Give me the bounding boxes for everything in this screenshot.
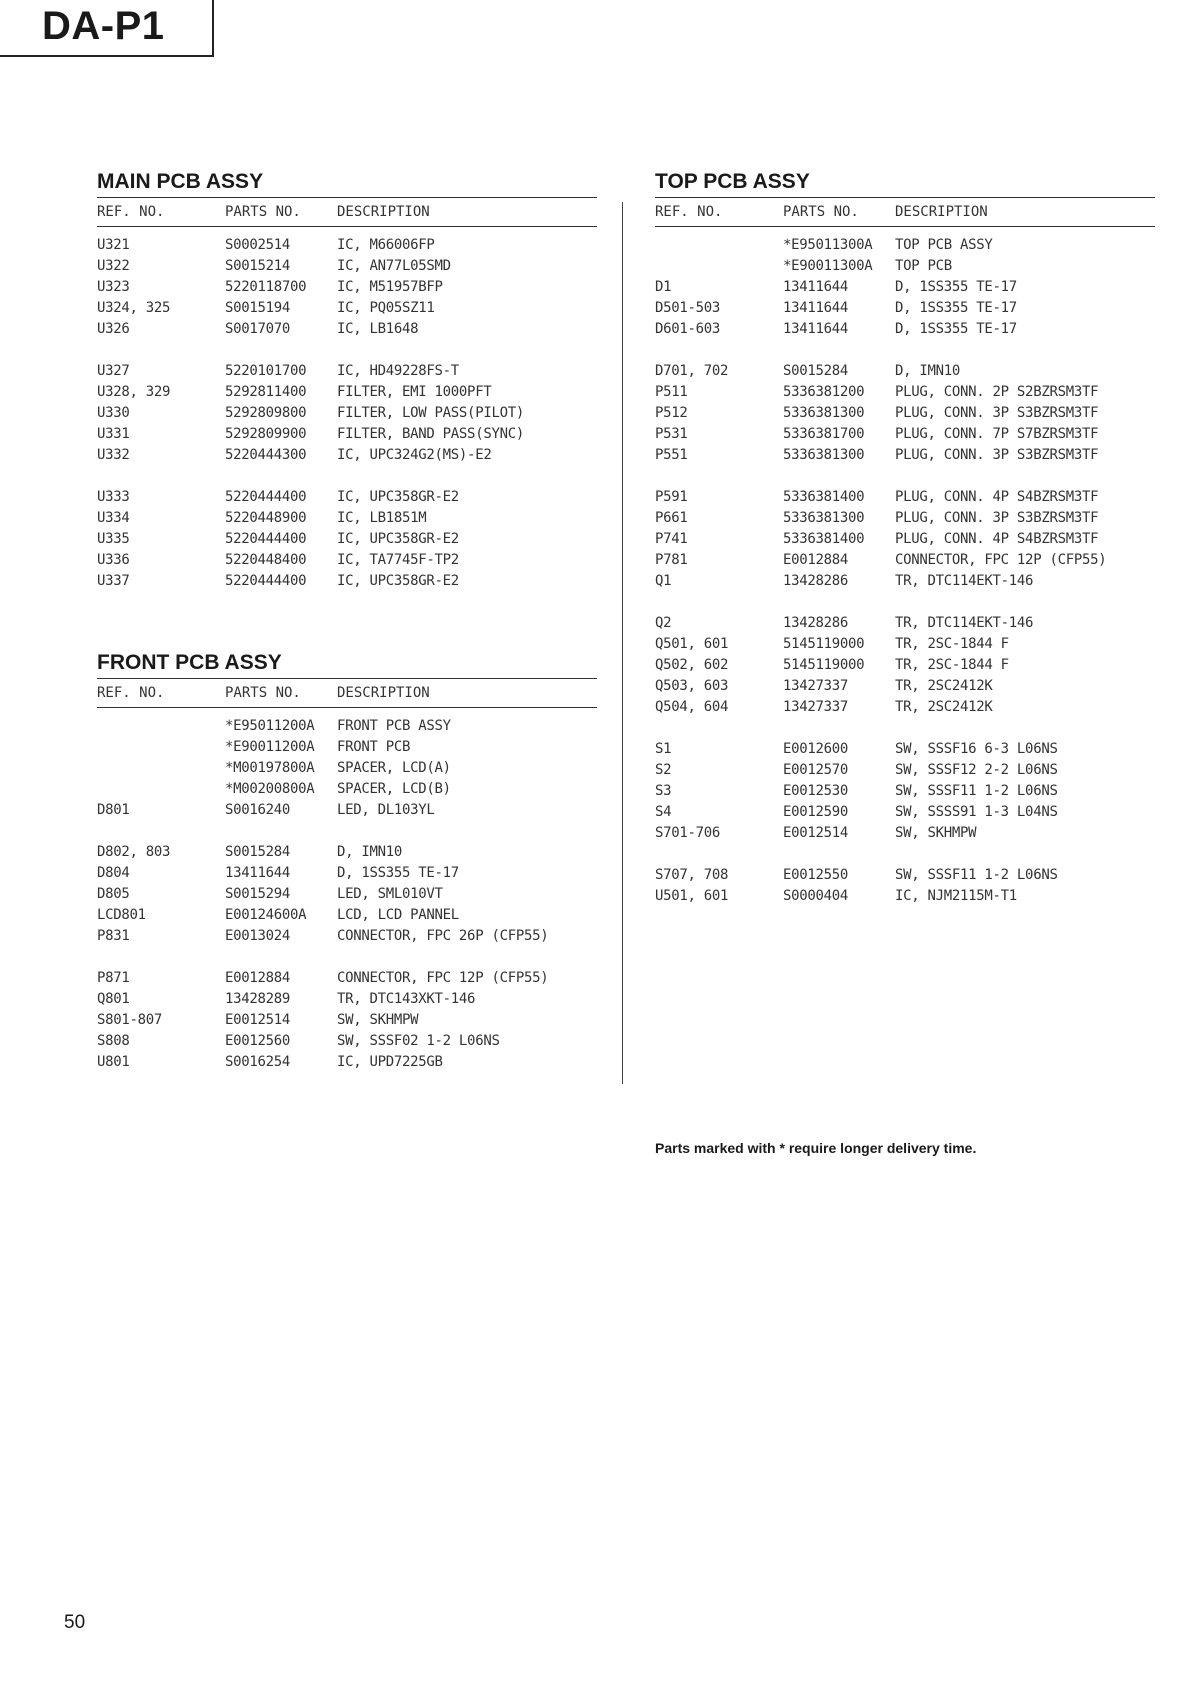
parts-no-cell: E0012550 (783, 867, 849, 883)
description-cell: SW, SSSF11 1-2 L06NS (895, 783, 1058, 799)
description-cell: CONNECTOR, FPC 26P (CFP55) (337, 928, 549, 944)
parts-no-cell: 13411644 (783, 321, 849, 337)
table-row (655, 760, 1155, 781)
ref-no-cell: P512 (655, 405, 688, 421)
column-divider (622, 202, 623, 1084)
ref-no-cell: D802, 803 (97, 844, 171, 860)
parts-no-cell: 13411644 (783, 279, 849, 295)
ref-no-cell: S3 (655, 783, 672, 799)
table-row (655, 697, 1155, 718)
ref-no-cell: S801-807 (97, 1012, 163, 1028)
parts-no-cell: S0015284 (783, 363, 849, 379)
table-row (97, 716, 597, 737)
ref-no-cell: S1 (655, 741, 672, 757)
description-cell: SW, SKHMPW (337, 1012, 419, 1028)
parts-no-cell: 5292809900 (225, 426, 307, 442)
ref-no-cell: P551 (655, 447, 688, 463)
table-row (655, 739, 1155, 760)
ref-no-cell: S707, 708 (655, 867, 729, 883)
description-cell: PLUG, CONN. 3P S3BZRSM3TF (895, 405, 1099, 421)
table-row (655, 403, 1155, 424)
ref-no-cell: P831 (97, 928, 130, 944)
ref-no-cell: D801 (97, 802, 130, 818)
ref-no-cell: U321 (97, 237, 130, 253)
table-row (97, 529, 597, 550)
description-cell: D, IMN10 (337, 844, 403, 860)
description-cell: D, IMN10 (895, 363, 961, 379)
table-row (655, 865, 1155, 886)
section-title: FRONT PCB ASSY (97, 651, 597, 679)
parts-no-cell: E0012514 (225, 1012, 291, 1028)
table-row (97, 989, 597, 1010)
parts-no-cell: 13427337 (783, 678, 849, 694)
parts-no-cell: S0017070 (225, 321, 291, 337)
front-pcb-section (97, 651, 597, 1073)
ref-no-cell: Q801 (97, 991, 130, 1007)
parts-no-cell: E0012570 (783, 762, 849, 778)
section-title: TOP PCB ASSY (655, 170, 1155, 198)
parts-no-cell: 5220448400 (225, 552, 307, 568)
section-title: MAIN PCB ASSY (97, 170, 597, 198)
description-cell: LCD, LCD PANNEL (337, 907, 459, 923)
parts-no-cell: 5220444300 (225, 447, 307, 463)
ref-no-cell: Q2 (655, 615, 672, 631)
parts-no-cell: S0002514 (225, 237, 291, 253)
description-cell: SPACER, LCD(B) (337, 781, 451, 797)
description-cell: IC, M66006FP (337, 237, 435, 253)
table-row (655, 823, 1155, 844)
parts-no-cell: 5336381700 (783, 426, 865, 442)
table-row (655, 613, 1155, 634)
description-cell: SW, SSSF16 6-3 L06NS (895, 741, 1058, 757)
description-cell: PLUG, CONN. 7P S7BZRSM3TF (895, 426, 1099, 442)
column-header (97, 679, 597, 708)
table-row (97, 758, 597, 779)
ref-no-cell: Q503, 603 (655, 678, 729, 694)
table-row (97, 905, 597, 926)
description-cell: TR, 2SC2412K (895, 699, 993, 715)
table-row (97, 1010, 597, 1031)
page-number: 50 (64, 1612, 86, 1633)
parts-no-cell: *E95011200A (225, 718, 315, 734)
parts-no-cell: *M00200800A (225, 781, 315, 797)
parts-no-cell: 13428286 (783, 615, 849, 631)
description-cell: IC, AN77L05SMD (337, 258, 451, 274)
description-cell: SW, SKHMPW (895, 825, 977, 841)
table-row (97, 403, 597, 424)
table-row (655, 319, 1155, 340)
ref-no-cell: P741 (655, 531, 688, 547)
table-row (97, 1052, 597, 1073)
table-row (97, 277, 597, 298)
description-cell: PLUG, CONN. 4P S4BZRSM3TF (895, 531, 1099, 547)
parts-list (97, 227, 597, 592)
table-row (97, 508, 597, 529)
parts-no-cell: *M00197800A (225, 760, 315, 776)
desc-column-label: DESCRIPTION (337, 685, 430, 701)
table-row (655, 550, 1155, 571)
ref-no-cell: Q502, 602 (655, 657, 729, 673)
parts-no-cell: S0015214 (225, 258, 291, 274)
parts-no-cell: S0016254 (225, 1054, 291, 1070)
table-row (97, 842, 597, 863)
parts-no-cell: E0012884 (783, 552, 849, 568)
description-cell: IC, UPC358GR-E2 (337, 573, 459, 589)
parts-no-cell: 13428289 (225, 991, 291, 1007)
description-cell: TR, 2SC-1844 F (895, 657, 1009, 673)
delivery-note: Parts marked with * require longer delivery time. (655, 1140, 977, 1156)
table-row (97, 487, 597, 508)
description-cell: LED, DL103YL (337, 802, 435, 818)
parts-no-cell: E0012590 (783, 804, 849, 820)
table-row (97, 235, 597, 256)
ref-no-cell: U326 (97, 321, 130, 337)
description-cell: D, 1SS355 TE-17 (895, 279, 1017, 295)
parts-no-cell: 5220444400 (225, 573, 307, 589)
ref-no-cell: S701-706 (655, 825, 721, 841)
description-cell: IC, PQ05SZ11 (337, 300, 435, 316)
ref-column-label: REF. NO. (97, 685, 165, 701)
description-cell: SW, SSSS91 1-3 L04NS (895, 804, 1058, 820)
parts-no-cell: 13428286 (783, 573, 849, 589)
ref-no-cell: U327 (97, 363, 130, 379)
description-cell: SW, SSSF02 1-2 L06NS (337, 1033, 500, 1049)
description-cell: FILTER, BAND PASS(SYNC) (337, 426, 524, 442)
parts-no-cell: 5336381400 (783, 531, 865, 547)
description-cell: PLUG, CONN. 3P S3BZRSM3TF (895, 510, 1099, 526)
model-name: DA-P1 (42, 4, 165, 48)
parts-no-cell: 5220118700 (225, 279, 307, 295)
table-row (655, 487, 1155, 508)
description-cell: D, 1SS355 TE-17 (895, 300, 1017, 316)
table-row (655, 655, 1155, 676)
description-cell: FRONT PCB ASSY (337, 718, 451, 734)
ref-no-cell: S808 (97, 1033, 130, 1049)
parts-no-cell: 5220448900 (225, 510, 307, 526)
table-row (655, 571, 1155, 592)
table-row (97, 800, 597, 821)
table-row (655, 676, 1155, 697)
ref-no-cell: U501, 601 (655, 888, 729, 904)
description-cell: FRONT PCB (337, 739, 411, 755)
table-row (97, 926, 597, 947)
table-row (97, 571, 597, 592)
ref-no-cell: U324, 325 (97, 300, 171, 316)
table-row (655, 256, 1155, 277)
description-cell: IC, HD49228FS-T (337, 363, 459, 379)
parts-no-cell: 13427337 (783, 699, 849, 715)
ref-no-cell: P511 (655, 384, 688, 400)
ref-no-cell: U335 (97, 531, 130, 547)
parts-no-cell: 5220444400 (225, 489, 307, 505)
parts-column-label: PARTS NO. (225, 685, 301, 701)
description-cell: D, 1SS355 TE-17 (337, 865, 459, 881)
ref-no-cell: U801 (97, 1054, 130, 1070)
desc-column-label: DESCRIPTION (895, 204, 988, 220)
description-cell: SPACER, LCD(A) (337, 760, 451, 776)
parts-no-cell: *E95011300A (783, 237, 873, 253)
parts-no-cell: S0000404 (783, 888, 849, 904)
ref-no-cell: D1 (655, 279, 672, 295)
table-row (97, 968, 597, 989)
description-cell: FILTER, EMI 1000PFT (337, 384, 492, 400)
parts-no-cell: *E90011200A (225, 739, 315, 755)
description-cell: TR, 2SC2412K (895, 678, 993, 694)
table-row (97, 779, 597, 800)
table-row (97, 424, 597, 445)
table-row (97, 863, 597, 884)
description-cell: PLUG, CONN. 2P S2BZRSM3TF (895, 384, 1099, 400)
ref-no-cell: U328, 329 (97, 384, 171, 400)
table-row (655, 298, 1155, 319)
parts-no-cell: 5145119000 (783, 636, 865, 652)
ref-no-cell: U337 (97, 573, 130, 589)
ref-no-cell: U334 (97, 510, 130, 526)
description-cell: TOP PCB ASSY (895, 237, 993, 253)
description-cell: IC, NJM2115M-T1 (895, 888, 1017, 904)
table-row (655, 508, 1155, 529)
parts-no-cell: 5292809800 (225, 405, 307, 421)
description-cell: IC, M51957BFP (337, 279, 443, 295)
description-cell: IC, UPC358GR-E2 (337, 531, 459, 547)
top-pcb-section (655, 170, 1155, 907)
ref-no-cell: Q501, 601 (655, 636, 729, 652)
ref-no-cell: D501-503 (655, 300, 721, 316)
parts-no-cell: 5336381300 (783, 510, 865, 526)
parts-no-cell: E0012600 (783, 741, 849, 757)
parts-no-cell: 5336381300 (783, 405, 865, 421)
table-row (97, 256, 597, 277)
parts-list (97, 708, 597, 1073)
ref-no-cell: D701, 702 (655, 363, 729, 379)
column-header (655, 198, 1155, 227)
column-header (97, 198, 597, 227)
ref-no-cell: Q504, 604 (655, 699, 729, 715)
ref-no-cell: P781 (655, 552, 688, 568)
parts-no-cell: 13411644 (783, 300, 849, 316)
ref-no-cell: U332 (97, 447, 130, 463)
description-cell: LED, SML010VT (337, 886, 443, 902)
description-cell: IC, LB1648 (337, 321, 419, 337)
description-cell: FILTER, LOW PASS(PILOT) (337, 405, 524, 421)
ref-column-label: REF. NO. (97, 204, 165, 220)
table-row (97, 550, 597, 571)
table-row (655, 886, 1155, 907)
parts-no-cell: 5220101700 (225, 363, 307, 379)
parts-no-cell: S0015294 (225, 886, 291, 902)
parts-no-cell: E00124600A (225, 907, 307, 923)
ref-no-cell: S2 (655, 762, 672, 778)
table-row (97, 298, 597, 319)
description-cell: SW, SSSF11 1-2 L06NS (895, 867, 1058, 883)
table-row (655, 529, 1155, 550)
parts-no-cell: E0012514 (783, 825, 849, 841)
ref-no-cell: D805 (97, 886, 130, 902)
ref-no-cell: Q1 (655, 573, 672, 589)
parts-column-label: PARTS NO. (783, 204, 859, 220)
parts-no-cell: 5145119000 (783, 657, 865, 673)
ref-no-cell: U323 (97, 279, 130, 295)
table-row (97, 319, 597, 340)
model-header-tab (0, 0, 214, 57)
parts-no-cell: 13411644 (225, 865, 291, 881)
parts-no-cell: 5336381300 (783, 447, 865, 463)
parts-no-cell: 5336381400 (783, 489, 865, 505)
description-cell: SW, SSSF12 2-2 L06NS (895, 762, 1058, 778)
table-row (655, 361, 1155, 382)
ref-no-cell: P531 (655, 426, 688, 442)
table-row (97, 445, 597, 466)
table-row (655, 781, 1155, 802)
description-cell: TR, DTC143XKT-146 (337, 991, 476, 1007)
parts-no-cell: 5292811400 (225, 384, 307, 400)
table-row (655, 277, 1155, 298)
description-cell: D, 1SS355 TE-17 (895, 321, 1017, 337)
table-row (655, 634, 1155, 655)
ref-no-cell: U331 (97, 426, 130, 442)
table-row (655, 445, 1155, 466)
table-row (97, 1031, 597, 1052)
table-row (655, 802, 1155, 823)
ref-no-cell: D804 (97, 865, 130, 881)
table-row (655, 235, 1155, 256)
description-cell: IC, UPD7225GB (337, 1054, 443, 1070)
main-pcb-section (97, 170, 597, 592)
ref-no-cell: P661 (655, 510, 688, 526)
parts-no-cell: 5336381200 (783, 384, 865, 400)
ref-column-label: REF. NO. (655, 204, 723, 220)
description-cell: TOP PCB (895, 258, 952, 274)
ref-no-cell: S4 (655, 804, 672, 820)
parts-no-cell: 5220444400 (225, 531, 307, 547)
ref-no-cell: U330 (97, 405, 130, 421)
description-cell: CONNECTOR, FPC 12P (CFP55) (337, 970, 549, 986)
ref-no-cell: P871 (97, 970, 130, 986)
table-row (97, 737, 597, 758)
parts-no-cell: E0012530 (783, 783, 849, 799)
parts-no-cell: S0016240 (225, 802, 291, 818)
description-cell: IC, LB1851M (337, 510, 427, 526)
ref-no-cell: LCD801 (97, 907, 146, 923)
description-cell: CONNECTOR, FPC 12P (CFP55) (895, 552, 1107, 568)
ref-no-cell: U336 (97, 552, 130, 568)
description-cell: IC, TA7745F-TP2 (337, 552, 459, 568)
description-cell: IC, UPC358GR-E2 (337, 489, 459, 505)
parts-list (655, 227, 1155, 907)
parts-no-cell: S0015284 (225, 844, 291, 860)
description-cell: IC, UPC324G2(MS)-E2 (337, 447, 492, 463)
parts-column-label: PARTS NO. (225, 204, 301, 220)
description-cell: PLUG, CONN. 4P S4BZRSM3TF (895, 489, 1099, 505)
table-row (97, 382, 597, 403)
description-cell: PLUG, CONN. 3P S3BZRSM3TF (895, 447, 1099, 463)
description-cell: TR, DTC114EKT-146 (895, 573, 1034, 589)
ref-no-cell: P591 (655, 489, 688, 505)
ref-no-cell: U333 (97, 489, 130, 505)
parts-no-cell: E0012560 (225, 1033, 291, 1049)
parts-no-cell: S0015194 (225, 300, 291, 316)
table-row (97, 361, 597, 382)
table-row (655, 424, 1155, 445)
description-cell: TR, DTC114EKT-146 (895, 615, 1034, 631)
table-row (655, 382, 1155, 403)
desc-column-label: DESCRIPTION (337, 204, 430, 220)
description-cell: TR, 2SC-1844 F (895, 636, 1009, 652)
parts-no-cell: E0013024 (225, 928, 291, 944)
ref-no-cell: U322 (97, 258, 130, 274)
parts-no-cell: *E90011300A (783, 258, 873, 274)
table-row (97, 884, 597, 905)
parts-no-cell: E0012884 (225, 970, 291, 986)
ref-no-cell: D601-603 (655, 321, 721, 337)
